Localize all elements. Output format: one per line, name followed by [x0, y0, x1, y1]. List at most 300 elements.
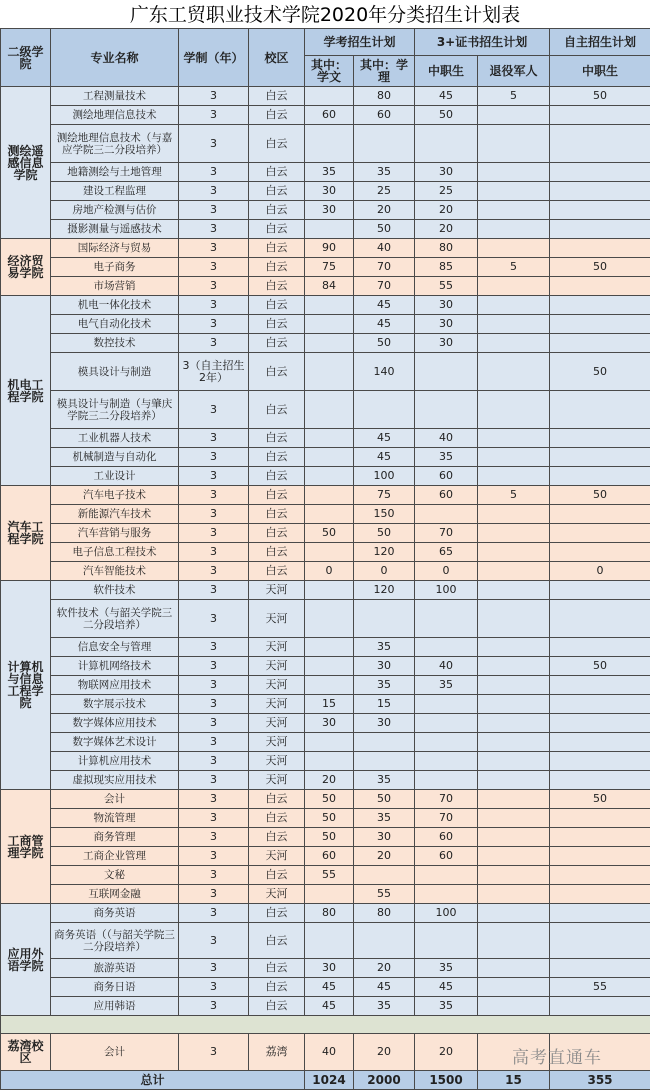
campus-cell: 白云: [249, 448, 305, 467]
xk-li-cell: 55: [354, 885, 415, 904]
xk-li-cell: [354, 733, 415, 752]
campus-cell: 天河: [249, 714, 305, 733]
years-cell: 3: [179, 638, 249, 657]
years-cell: 3: [179, 790, 249, 809]
xk-wen-cell: [305, 87, 354, 106]
zs-zzs-cell: 60: [415, 847, 478, 866]
years-cell: 3: [179, 296, 249, 315]
zz-zzs-cell: [550, 391, 650, 429]
zz-zzs-cell: 50: [550, 486, 650, 505]
major-cell: 商务日语: [51, 978, 179, 997]
major-cell: 工业设计: [51, 467, 179, 486]
header-zs-tyjr: 退役军人: [478, 56, 550, 87]
years-cell: 3: [179, 771, 249, 790]
xk-wen-cell: [305, 353, 354, 391]
table-row: [1, 505, 650, 524]
zs-tyjr-cell: [478, 600, 550, 638]
zs-tyjr-cell: [478, 334, 550, 353]
major-cell: 工程测量技术: [51, 87, 179, 106]
xk-li-cell: 15: [354, 695, 415, 714]
xk-li-cell: 20: [354, 1034, 415, 1071]
major-cell: 软件技术: [51, 581, 179, 600]
table-row: [1, 182, 650, 201]
zz-zzs-cell: [550, 201, 650, 220]
xk-wen-cell: [305, 676, 354, 695]
major-cell: 市场营销: [51, 277, 179, 296]
campus-cell: 白云: [249, 201, 305, 220]
zs-zzs-cell: 35: [415, 448, 478, 467]
zs-zzs-cell: [415, 505, 478, 524]
header-xk-li: 其中：学理: [354, 56, 415, 87]
years-cell: 3: [179, 828, 249, 847]
campus-cell: 天河: [249, 581, 305, 600]
xk-wen-cell: 20: [305, 771, 354, 790]
campus-cell: 白云: [249, 562, 305, 581]
zs-tyjr-cell: [478, 543, 550, 562]
zz-zzs-cell: 0: [550, 562, 650, 581]
table-row: [1, 391, 650, 429]
years-cell: 3: [179, 429, 249, 448]
xk-wen-cell: [305, 448, 354, 467]
table-row: [1, 581, 650, 600]
years-cell: 3: [179, 581, 249, 600]
enrollment-plan-table: [0, 28, 650, 1090]
table-row: [1, 353, 650, 391]
xk-wen-cell: 30: [305, 201, 354, 220]
college-name: 应用外语学院: [1, 904, 51, 1016]
xk-li-cell: 35: [354, 676, 415, 695]
total-zs-zzs: 1500: [415, 1071, 478, 1090]
campus-cell: 白云: [249, 923, 305, 959]
major-cell: 摄影测量与遥感技术: [51, 220, 179, 239]
header-campus: 校区: [249, 29, 305, 87]
major-cell: 文秘: [51, 866, 179, 885]
zz-zzs-cell: [550, 163, 650, 182]
major-cell: 模具设计与制造（与肇庆学院三二分段培养）: [51, 391, 179, 429]
zs-zzs-cell: [415, 125, 478, 163]
xk-li-cell: 35: [354, 638, 415, 657]
zs-zzs-cell: 40: [415, 657, 478, 676]
zs-tyjr-cell: [478, 752, 550, 771]
years-cell: 3: [179, 923, 249, 959]
xk-li-cell: 75: [354, 486, 415, 505]
zs-tyjr-cell: [478, 733, 550, 752]
zs-zzs-cell: 30: [415, 296, 478, 315]
table-row: [1, 486, 650, 505]
xk-li-cell: 35: [354, 771, 415, 790]
campus-cell: 白云: [249, 904, 305, 923]
zs-tyjr-cell: [478, 353, 550, 391]
xk-li-cell: 50: [354, 790, 415, 809]
major-cell: 商务英语: [51, 904, 179, 923]
years-cell: 3: [179, 997, 249, 1016]
zz-zzs-cell: [550, 448, 650, 467]
zz-zzs-cell: 50: [550, 87, 650, 106]
zz-zzs-cell: [550, 828, 650, 847]
xk-li-cell: 50: [354, 220, 415, 239]
major-cell: 物流管理: [51, 809, 179, 828]
xk-wen-cell: 50: [305, 524, 354, 543]
zs-tyjr-cell: [478, 695, 550, 714]
xk-li-cell: 45: [354, 448, 415, 467]
xk-wen-cell: 50: [305, 828, 354, 847]
zs-zzs-cell: 70: [415, 790, 478, 809]
zs-tyjr-cell: [478, 866, 550, 885]
xk-wen-cell: 45: [305, 978, 354, 997]
major-cell: 信息安全与管理: [51, 638, 179, 657]
total-label: 总计: [1, 1071, 305, 1090]
xk-wen-cell: [305, 505, 354, 524]
major-cell: 新能源汽车技术: [51, 505, 179, 524]
zz-zzs-cell: [550, 543, 650, 562]
table-row: [1, 258, 650, 277]
xk-wen-cell: [305, 334, 354, 353]
table-row: [1, 87, 650, 106]
table-row: [1, 315, 650, 334]
table-row: [1, 771, 650, 790]
years-cell: 3: [179, 959, 249, 978]
zs-zzs-cell: 85: [415, 258, 478, 277]
major-cell: 电子信息工程技术: [51, 543, 179, 562]
years-cell: 3: [179, 334, 249, 353]
major-cell: 房地产检测与估价: [51, 201, 179, 220]
campus-cell: 白云: [249, 467, 305, 486]
xk-wen-cell: [305, 125, 354, 163]
campus-cell: 白云: [249, 505, 305, 524]
total-xk-li: 2000: [354, 1071, 415, 1090]
zs-zzs-cell: 80: [415, 239, 478, 258]
table-row: [1, 543, 650, 562]
table-row: [1, 163, 650, 182]
zz-zzs-cell: [550, 923, 650, 959]
header-years: 学制（年）: [179, 29, 249, 87]
zs-zzs-cell: 70: [415, 524, 478, 543]
xk-li-cell: 30: [354, 714, 415, 733]
years-cell: 3: [179, 676, 249, 695]
xk-li-cell: 100: [354, 467, 415, 486]
years-cell: 3: [179, 258, 249, 277]
college-name: 汽车工程学院: [1, 486, 51, 581]
zz-zzs-cell: [550, 182, 650, 201]
zz-zzs-cell: [550, 959, 650, 978]
zz-zzs-cell: 50: [550, 353, 650, 391]
zs-zzs-cell: 60: [415, 467, 478, 486]
zz-zzs-cell: [550, 334, 650, 353]
campus-cell: 白云: [249, 239, 305, 258]
xk-li-cell: 60: [354, 106, 415, 125]
years-cell: 3: [179, 752, 249, 771]
zs-tyjr-cell: [478, 562, 550, 581]
zs-zzs-cell: 60: [415, 486, 478, 505]
xk-li-cell: 30: [354, 657, 415, 676]
campus-cell: 白云: [249, 106, 305, 125]
major-cell: 国际经济与贸易: [51, 239, 179, 258]
xk-wen-cell: [305, 429, 354, 448]
zs-tyjr-cell: [478, 959, 550, 978]
years-cell: 3: [179, 87, 249, 106]
xk-li-cell: 70: [354, 277, 415, 296]
years-cell: 3: [179, 486, 249, 505]
zs-zzs-cell: 45: [415, 978, 478, 997]
campus-cell: 白云: [249, 125, 305, 163]
table-row: [1, 524, 650, 543]
major-cell: 电气自动化技术: [51, 315, 179, 334]
zs-tyjr-cell: [478, 201, 550, 220]
college-name: 测绘遥感信息学院: [1, 87, 51, 239]
years-cell: 3: [179, 391, 249, 429]
total-zs-tyjr: 15: [478, 1071, 550, 1090]
college-name: 经济贸易学院: [1, 239, 51, 296]
zz-zzs-cell: [550, 220, 650, 239]
zs-tyjr-cell: [478, 714, 550, 733]
xk-li-cell: 80: [354, 87, 415, 106]
zz-zzs-cell: [550, 467, 650, 486]
separator-cell: [1, 1016, 650, 1034]
campus-cell: 白云: [249, 220, 305, 239]
zs-zzs-cell: 20: [415, 1034, 478, 1071]
major-cell: 工业机器人技术: [51, 429, 179, 448]
zs-tyjr-cell: [478, 847, 550, 866]
table-row: [1, 638, 650, 657]
campus-cell: 天河: [249, 676, 305, 695]
table-row: [1, 296, 650, 315]
xk-wen-cell: 75: [305, 258, 354, 277]
years-cell: 3: [179, 714, 249, 733]
zs-zzs-cell: 65: [415, 543, 478, 562]
header-xk-wen: 其中：学文: [305, 56, 354, 87]
xk-li-cell: [354, 923, 415, 959]
years-cell: 3: [179, 467, 249, 486]
zs-zzs-cell: [415, 733, 478, 752]
zz-zzs-cell: [550, 106, 650, 125]
table-body: [1, 29, 650, 1090]
header-row-1: [1, 29, 650, 56]
zs-zzs-cell: 0: [415, 562, 478, 581]
zz-zzs-cell: 50: [550, 790, 650, 809]
major-cell: 测绘地理信息技术: [51, 106, 179, 125]
zs-zzs-cell: 30: [415, 163, 478, 182]
zs-zzs-cell: 70: [415, 809, 478, 828]
xk-wen-cell: 40: [305, 1034, 354, 1071]
zs-zzs-cell: 25: [415, 182, 478, 201]
xk-wen-cell: [305, 391, 354, 429]
zs-tyjr-cell: [478, 524, 550, 543]
zs-tyjr-cell: [478, 997, 550, 1016]
major-cell: 数字展示技术: [51, 695, 179, 714]
xk-li-cell: 140: [354, 353, 415, 391]
table-row: [1, 676, 650, 695]
zs-tyjr-cell: [478, 277, 550, 296]
years-cell: 3: [179, 600, 249, 638]
major-cell: 互联网金融: [51, 885, 179, 904]
zz-zzs-cell: [550, 429, 650, 448]
zs-tyjr-cell: [478, 429, 550, 448]
table-row: [1, 904, 650, 923]
campus-cell: 白云: [249, 543, 305, 562]
years-cell: 3: [179, 1034, 249, 1071]
major-cell: 物联网应用技术: [51, 676, 179, 695]
zs-tyjr-cell: [478, 220, 550, 239]
zs-zzs-cell: [415, 714, 478, 733]
zs-zzs-cell: 20: [415, 201, 478, 220]
zs-tyjr-cell: [478, 505, 550, 524]
zs-zzs-cell: [415, 771, 478, 790]
campus-cell: 白云: [249, 997, 305, 1016]
zs-tyjr-cell: [478, 923, 550, 959]
zz-zzs-cell: [550, 277, 650, 296]
zs-tyjr-cell: [478, 978, 550, 997]
campus-cell: 白云: [249, 315, 305, 334]
campus-cell: 白云: [249, 809, 305, 828]
campus-cell: 天河: [249, 885, 305, 904]
campus-cell: 天河: [249, 657, 305, 676]
header-zz-zzs: 中职生: [550, 56, 650, 87]
zs-zzs-cell: 45: [415, 87, 478, 106]
xk-wen-cell: 30: [305, 182, 354, 201]
xk-li-cell: 20: [354, 847, 415, 866]
zz-zzs-cell: [550, 809, 650, 828]
years-cell: 3: [179, 277, 249, 296]
zz-zzs-cell: [550, 752, 650, 771]
zs-zzs-cell: 30: [415, 334, 478, 353]
zs-tyjr-cell: [478, 125, 550, 163]
major-cell: 模具设计与制造: [51, 353, 179, 391]
major-cell: 数字媒体艺术设计: [51, 733, 179, 752]
table-row: [1, 220, 650, 239]
table-row: [1, 978, 650, 997]
zs-tyjr-cell: [478, 638, 550, 657]
zz-zzs-cell: [550, 600, 650, 638]
xk-li-cell: 120: [354, 581, 415, 600]
campus-cell: 白云: [249, 163, 305, 182]
zz-zzs-cell: [550, 733, 650, 752]
page-title: 广东工贸职业技术学院2020年分类招生计划表: [129, 4, 521, 26]
zs-tyjr-cell: [478, 467, 550, 486]
xk-wen-cell: 45: [305, 997, 354, 1016]
table-row: [1, 866, 650, 885]
major-cell: 计算机网络技术: [51, 657, 179, 676]
xk-wen-cell: 30: [305, 714, 354, 733]
years-cell: 3: [179, 182, 249, 201]
zs-zzs-cell: [415, 923, 478, 959]
zz-zzs-cell: [550, 904, 650, 923]
zs-tyjr-cell: [478, 182, 550, 201]
campus-cell: 天河: [249, 600, 305, 638]
years-cell: 3: [179, 978, 249, 997]
header-zs-group: 3+证书招生计划: [415, 29, 550, 56]
header-xk-group: 学考招生计划: [305, 29, 415, 56]
years-cell: 3: [179, 524, 249, 543]
campus-cell: 荔湾: [249, 1034, 305, 1071]
years-cell: 3: [179, 657, 249, 676]
table-row: [1, 959, 650, 978]
major-cell: 商务英语（（与韶关学院三二分段培养）: [51, 923, 179, 959]
campus-cell: 天河: [249, 752, 305, 771]
college-name: 计算机与信息工程学院: [1, 581, 51, 790]
xk-li-cell: [354, 600, 415, 638]
xk-li-cell: 35: [354, 809, 415, 828]
xk-li-cell: 150: [354, 505, 415, 524]
zs-tyjr-cell: 5: [478, 258, 550, 277]
zs-zzs-cell: 35: [415, 997, 478, 1016]
table-row: [1, 809, 650, 828]
zz-zzs-cell: [550, 714, 650, 733]
xk-wen-cell: [305, 543, 354, 562]
table-row: [1, 923, 650, 959]
xk-wen-cell: [305, 923, 354, 959]
zs-zzs-cell: 100: [415, 904, 478, 923]
xk-wen-cell: 35: [305, 163, 354, 182]
zs-zzs-cell: [415, 391, 478, 429]
major-cell: 计算机应用技术: [51, 752, 179, 771]
years-cell: 3: [179, 809, 249, 828]
xk-wen-cell: [305, 581, 354, 600]
years-cell: 3: [179, 695, 249, 714]
zs-zzs-cell: [415, 885, 478, 904]
table-row: [1, 448, 650, 467]
header-zs-zzs: 中职生: [415, 56, 478, 87]
zz-zzs-cell: [550, 847, 650, 866]
xk-li-cell: 45: [354, 978, 415, 997]
zz-zzs-cell: [550, 125, 650, 163]
zs-tyjr-cell: [478, 581, 550, 600]
xk-wen-cell: [305, 296, 354, 315]
years-cell: 3: [179, 543, 249, 562]
xk-li-cell: 70: [354, 258, 415, 277]
years-cell: 3: [179, 733, 249, 752]
zz-zzs-cell: 50: [550, 258, 650, 277]
zs-tyjr-cell: [478, 771, 550, 790]
zs-tyjr-cell: [478, 106, 550, 125]
major-cell: 应用韩语: [51, 997, 179, 1016]
campus-cell: 天河: [249, 733, 305, 752]
zs-zzs-cell: [415, 752, 478, 771]
campus-cell: 天河: [249, 695, 305, 714]
header-zz-group: 自主招生计划: [550, 29, 650, 56]
campus-cell: 天河: [249, 847, 305, 866]
college-name: 工商管理学院: [1, 790, 51, 904]
table-row: [1, 106, 650, 125]
zs-zzs-cell: [415, 695, 478, 714]
table-row: [1, 695, 650, 714]
table-row: [1, 239, 650, 258]
xk-wen-cell: [305, 752, 354, 771]
major-cell: 数字媒体应用技术: [51, 714, 179, 733]
xk-wen-cell: 50: [305, 809, 354, 828]
zs-zzs-cell: 50: [415, 106, 478, 125]
xk-li-cell: 50: [354, 524, 415, 543]
zs-tyjr-cell: [478, 391, 550, 429]
table-row: [1, 657, 650, 676]
zs-zzs-cell: [415, 638, 478, 657]
xk-li-cell: [354, 866, 415, 885]
years-cell: 3: [179, 562, 249, 581]
major-cell: 会计: [51, 1034, 179, 1071]
zs-tyjr-cell: [478, 885, 550, 904]
zz-zzs-cell: [550, 997, 650, 1016]
major-cell: 工商企业管理: [51, 847, 179, 866]
total-xk-wen: 1024: [305, 1071, 354, 1090]
major-cell: 汽车智能技术: [51, 562, 179, 581]
major-cell: 会计: [51, 790, 179, 809]
zz-zzs-cell: [550, 315, 650, 334]
zs-tyjr-cell: [478, 448, 550, 467]
zs-zzs-cell: [415, 600, 478, 638]
zs-zzs-cell: 30: [415, 315, 478, 334]
xk-wen-cell: 55: [305, 866, 354, 885]
table-row: [1, 125, 650, 163]
zz-zzs-cell: [550, 771, 650, 790]
